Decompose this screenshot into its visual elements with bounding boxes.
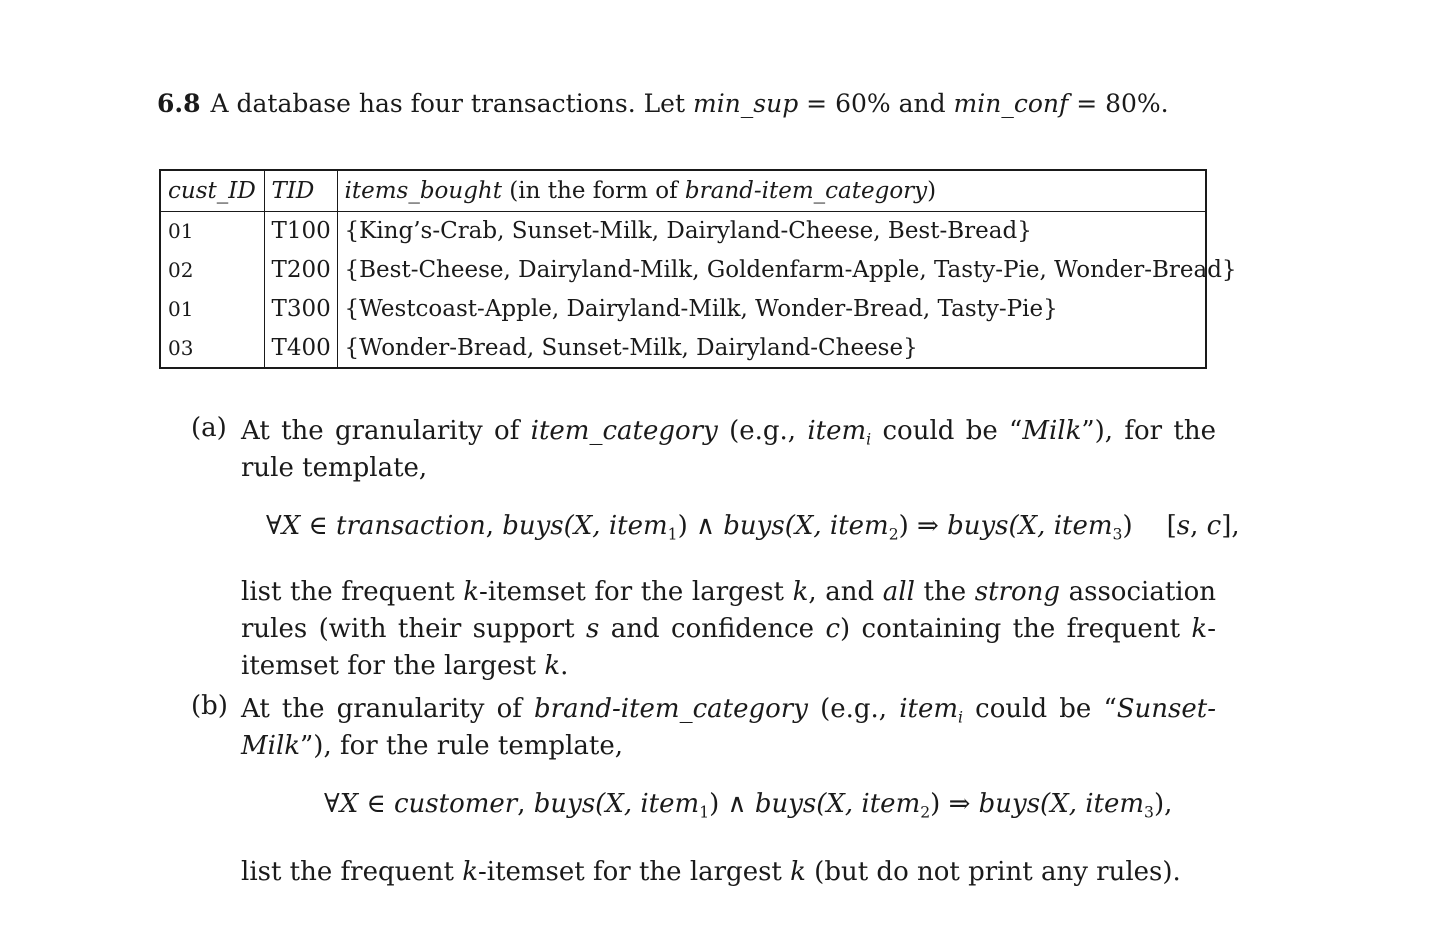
cust-id-cell: 02 <box>160 251 264 290</box>
part-a-task: list the frequent k-itemset for the largest k, and all the strong association rules (with their support s and confidence c) containing the frequent k-itemset for the largest k. <box>241 577 1216 681</box>
table-row <box>160 251 1206 290</box>
problem-number: 6.8 <box>157 89 201 118</box>
items-cell: {King’s-Crab, Sunset-Milk, Dairyland-Cheese, Best-Bread} <box>337 212 1206 251</box>
cust-id-cell: 03 <box>160 328 264 368</box>
header-tid: TID <box>264 170 337 212</box>
tid-cell: T100 <box>264 212 337 251</box>
table-header-row <box>160 170 1206 212</box>
part-b-task: list the frequent k-itemset for the largest k (but do not print any rules). <box>241 857 1181 887</box>
table-row <box>160 289 1206 328</box>
part-b-intro: At the granularity of brand-item_category (e.g., item$_i$ could be “Sunset-Milk”), for the rule template, <box>241 694 1216 761</box>
cust-id-cell: 01 <box>160 289 264 328</box>
min-sup-variable: min_sup <box>692 89 799 118</box>
part-a-intro: At the granularity of item_category (e.g., item$_i$ could be “Milk”), for the rule template, <box>241 416 1216 483</box>
problem-statement: 6.8 A database has four transactions. Let min_sup = 60% and min_conf = 80%. <box>157 89 1169 118</box>
table-row <box>160 328 1206 368</box>
header-items-bought: items_bought (in the form of brand-item_category) <box>337 170 1206 212</box>
items-cell: {Best-Cheese, Dairyland-Milk, Goldenfarm-Apple, Tasty-Pie, Wonder-Bread} <box>337 251 1206 290</box>
min-conf-variable: min_conf <box>953 89 1069 118</box>
part-b-label: (b) <box>191 691 228 721</box>
cust-id-cell: 01 <box>160 212 264 251</box>
tid-cell: T200 <box>264 251 337 290</box>
tid-cell: T300 <box>264 289 337 328</box>
transactions-table <box>159 169 1237 369</box>
header-cust-id: cust_ID <box>160 170 264 212</box>
table-row <box>160 212 1206 251</box>
items-cell: {Westcoast-Apple, Dairyland-Milk, Wonder-Bread, Tasty-Pie} <box>337 289 1206 328</box>
part-b-rule-template: ∀X ∈ customer, buys(X, item$_1$) ∧ buys(X, item$_2$) ⇒ buys(X, item$_3$), <box>324 789 1173 822</box>
items-cell: {Wonder-Bread, Sunset-Milk, Dairyland-Cheese} <box>337 328 1206 368</box>
part-a-label: (a) <box>191 413 227 443</box>
part-a-rule-template: ∀X ∈ transaction, buys(X, item$_1$) ∧ buys(X, item$_2$) ⇒ buys(X, item$_3$) [s, c], <box>266 511 1240 544</box>
tid-cell: T400 <box>264 328 337 368</box>
